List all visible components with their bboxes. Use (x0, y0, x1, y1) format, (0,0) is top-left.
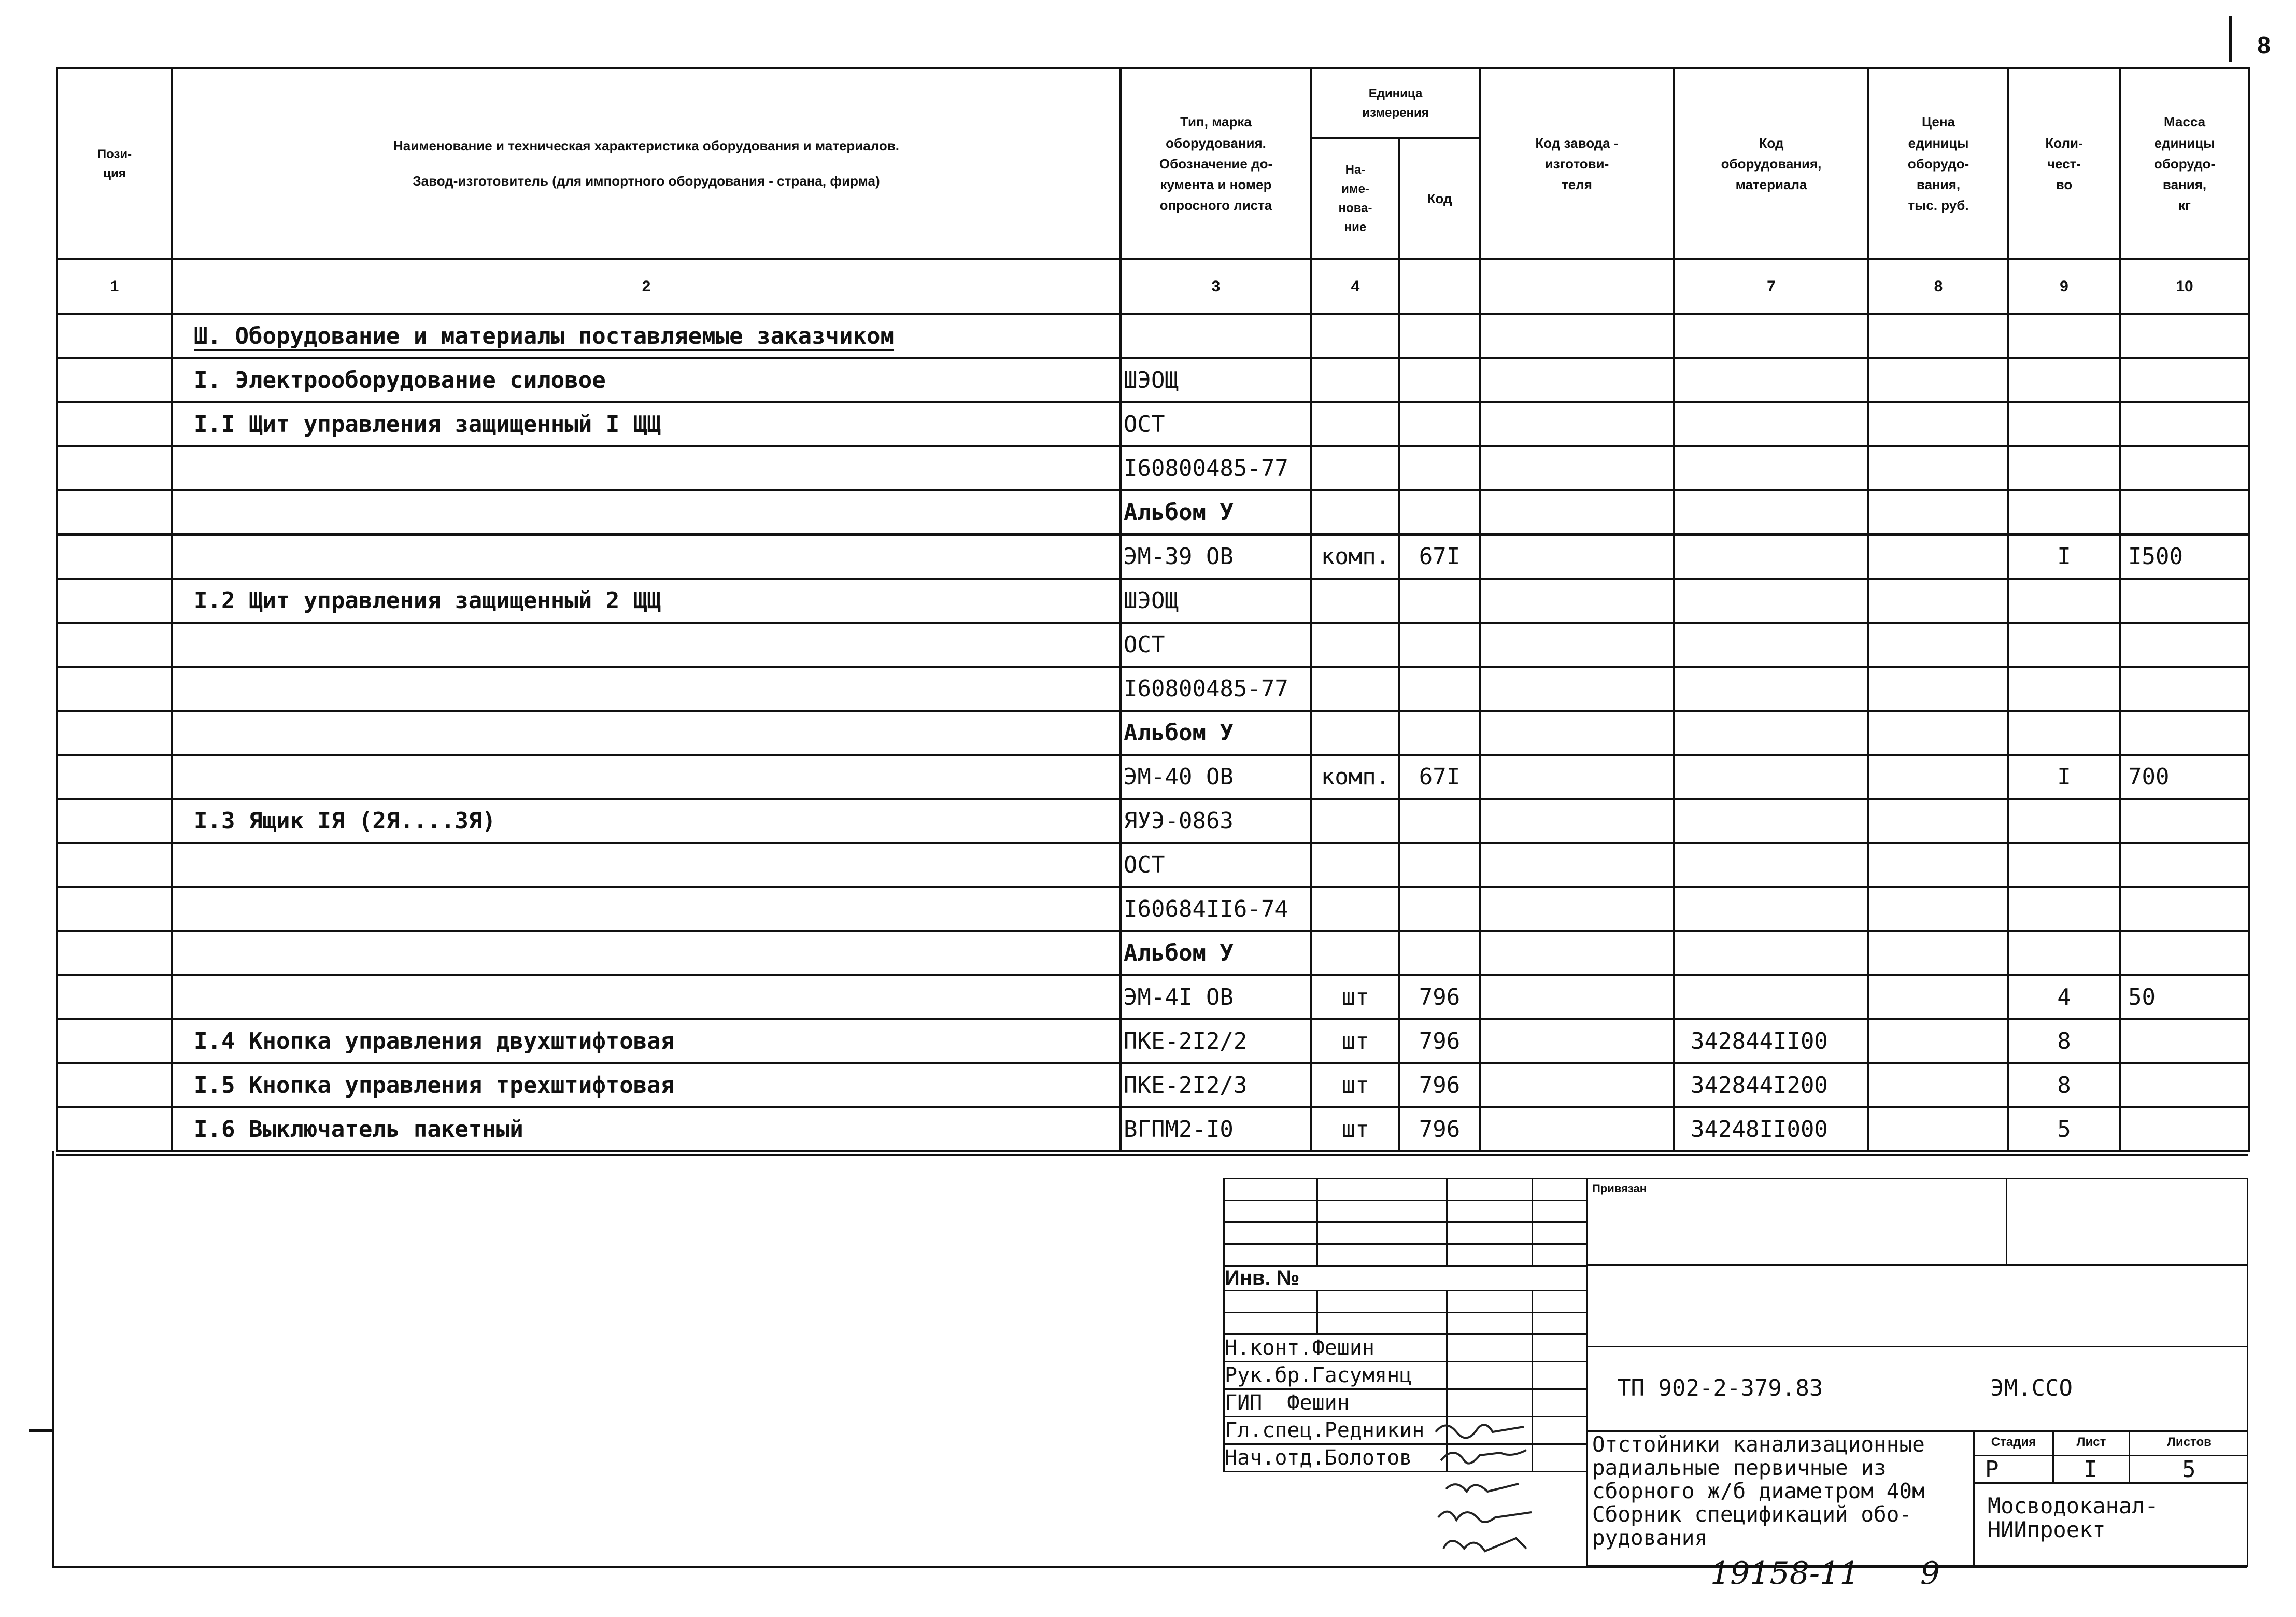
cell-unit: комп. (1311, 535, 1399, 579)
cell-pos (57, 579, 172, 623)
cell-type: ЭМ-40 ОВ (1121, 755, 1311, 799)
cell-name (172, 711, 1121, 755)
cell-type: Альбом У (1121, 711, 1311, 755)
cell-mass (2120, 446, 2249, 490)
header-name: Наименование и техническая характеристика оборудования и материалов. Завод-изготовитель (для импортного оборудования - страна, фирма) (172, 68, 1121, 259)
archive-number: 19158-11 (1710, 1555, 1860, 1592)
cell-type: ЭМ-4I ОВ (1121, 975, 1311, 1019)
cell-qty: 8 (2008, 1063, 2120, 1107)
cell-plant (1480, 358, 1674, 402)
table-row (57, 975, 2249, 1019)
cell-price (1868, 799, 2008, 843)
signature-row: Нач.отд.Болотов (1224, 1444, 1447, 1472)
column-number: 7 (1674, 259, 1868, 314)
cell-price (1868, 975, 2008, 1019)
cell-code (1399, 623, 1480, 667)
cell-code: 67I (1399, 755, 1480, 799)
cell-pos (57, 1019, 172, 1063)
cell-code (1399, 711, 1480, 755)
cell-qty (2008, 799, 2120, 843)
cell-code: 796 (1399, 1107, 1480, 1151)
cell-plant (1480, 1019, 1674, 1063)
cell-pos (57, 755, 172, 799)
cell-equip (1674, 711, 1868, 755)
inventory-number-label: Инв. № (1224, 1266, 1587, 1291)
cell-type: Альбом У (1121, 490, 1311, 535)
column-number: 4 (1311, 259, 1399, 314)
cell-plant (1480, 843, 1674, 887)
cell-qty (2008, 402, 2120, 446)
cell-price (1868, 402, 2008, 446)
cell-mass (2120, 1063, 2249, 1107)
cell-name (172, 535, 1121, 579)
cell-price (1868, 314, 2008, 358)
table-row (57, 799, 2249, 843)
cell-plant (1480, 1063, 1674, 1107)
table-row (57, 358, 2249, 402)
cell-type (1121, 314, 1311, 358)
cell-type: ШЭОЩ (1121, 579, 1311, 623)
cell-price (1868, 843, 2008, 887)
cell-equip (1674, 975, 1868, 1019)
table-row (57, 1063, 2249, 1107)
cell-unit (1311, 931, 1399, 975)
cell-equip (1674, 579, 1868, 623)
cell-type: ШЭОЩ (1121, 358, 1311, 402)
cell-pos (57, 490, 172, 535)
table-row (57, 1019, 2249, 1063)
cell-qty: 8 (2008, 1019, 2120, 1063)
cell-equip (1674, 887, 1868, 931)
cell-type: ЭМ-39 ОВ (1121, 535, 1311, 579)
cell-qty (2008, 623, 2120, 667)
cell-equip (1674, 755, 1868, 799)
cell-qty (2008, 490, 2120, 535)
table-row (57, 711, 2249, 755)
document-mark: ЭМ.ССО (1990, 1375, 2073, 1401)
cell-price (1868, 755, 2008, 799)
cell-name: I.4 Кнопка управления двухштифтовая (172, 1019, 1121, 1063)
title-block (1223, 1178, 2248, 1567)
cell-equip (1674, 843, 1868, 887)
signature-row: Рук.бр.Гасумянц (1224, 1362, 1447, 1389)
cell-mass (2120, 799, 2249, 843)
cell-unit (1311, 711, 1399, 755)
cell-mass (2120, 490, 2249, 535)
table-row (57, 490, 2249, 535)
cell-qty (2008, 887, 2120, 931)
cell-name (172, 887, 1121, 931)
cell-plant (1480, 1107, 1674, 1151)
cell-mass (2120, 843, 2249, 887)
cell-plant (1480, 711, 1674, 755)
cell-unit: шт (1311, 1019, 1399, 1063)
column-number: 2 (172, 259, 1121, 314)
table-row (57, 755, 2249, 799)
cell-qty (2008, 711, 2120, 755)
cell-pos (57, 623, 172, 667)
cell-qty: I (2008, 535, 2120, 579)
cell-name: Ш. Оборудование и материалы поставляемые заказчиком (172, 314, 1121, 358)
cell-pos (57, 799, 172, 843)
header-unit-code: Код (1399, 138, 1480, 259)
cell-name: I.6 Выключатель пакетный (172, 1107, 1121, 1151)
table-row (57, 931, 2249, 975)
cell-pos (57, 931, 172, 975)
cell-name (172, 446, 1121, 490)
cell-unit (1311, 887, 1399, 931)
cell-qty (2008, 358, 2120, 402)
header-position: Пози- ция (57, 68, 172, 259)
cell-price (1868, 887, 2008, 931)
cell-code (1399, 402, 1480, 446)
table-row (57, 314, 2249, 358)
cell-equip (1674, 446, 1868, 490)
cell-name (172, 490, 1121, 535)
header-equipment-code: Код оборудования, материала (1674, 68, 1868, 259)
cell-type: ПКЕ-2I2/2 (1121, 1019, 1311, 1063)
cell-price (1868, 490, 2008, 535)
column-number: 10 (2120, 259, 2249, 314)
cell-mass (2120, 623, 2249, 667)
blank-box (1586, 1264, 2248, 1347)
cell-type: ВГПМ2-I0 (1121, 1107, 1311, 1151)
cell-type: ОСТ (1121, 402, 1311, 446)
cell-plant (1480, 887, 1674, 931)
cell-pos (57, 711, 172, 755)
cell-equip (1674, 314, 1868, 358)
cell-qty: 4 (2008, 975, 2120, 1019)
cell-plant (1480, 402, 1674, 446)
cell-code (1399, 490, 1480, 535)
table-row (57, 843, 2249, 887)
cell-mass (2120, 1107, 2249, 1151)
fold-mark (29, 1429, 54, 1432)
cell-equip (1674, 799, 1868, 843)
sheet-label: Лист (2076, 1435, 2106, 1449)
cell-pos (57, 975, 172, 1019)
cell-price (1868, 1107, 2008, 1151)
cell-price (1868, 1019, 2008, 1063)
header-price: Цена единицы оборудо- вания, тыс. руб. (1868, 68, 2008, 259)
cell-name (172, 755, 1121, 799)
cell-type: I60800485-77 (1121, 667, 1311, 711)
cell-pos (57, 446, 172, 490)
cell-name: I.2 Щит управления защищенный 2 ЩЩ (172, 579, 1121, 623)
cell-plant (1480, 975, 1674, 1019)
cell-price (1868, 623, 2008, 667)
cell-code (1399, 931, 1480, 975)
cell-code: 796 (1399, 1063, 1480, 1107)
cell-mass (2120, 579, 2249, 623)
cell-pos (57, 535, 172, 579)
cell-plant (1480, 755, 1674, 799)
column-number: 1 (57, 259, 172, 314)
cell-code (1399, 358, 1480, 402)
table-row (57, 667, 2249, 711)
cell-mass: 700 (2120, 755, 2249, 799)
header-unit-group: Единица измерения (1311, 68, 1480, 138)
cell-pos (57, 1063, 172, 1107)
table-bottom-line (56, 1154, 2248, 1156)
header-quantity: Коли- чест- во (2008, 68, 2120, 259)
cell-plant (1480, 535, 1674, 579)
cell-qty (2008, 667, 2120, 711)
cell-code: 796 (1399, 1019, 1480, 1063)
cell-code (1399, 843, 1480, 887)
column-number: 9 (2008, 259, 2120, 314)
cell-mass: I500 (2120, 535, 2249, 579)
cell-type: ПКЕ-2I2/3 (1121, 1063, 1311, 1107)
cell-unit (1311, 579, 1399, 623)
header-plant-code: Код завода - изготови- теля (1480, 68, 1674, 259)
cell-code (1399, 667, 1480, 711)
cell-type: I60800485-77 (1121, 446, 1311, 490)
cell-price (1868, 1063, 2008, 1107)
cell-name: I.I Щит управления защищенный I ЩЩ (172, 402, 1121, 446)
cell-price (1868, 535, 2008, 579)
column-number (1399, 259, 1480, 314)
cell-code (1399, 446, 1480, 490)
cell-equip (1674, 490, 1868, 535)
cell-pos (57, 667, 172, 711)
cell-equip (1674, 535, 1868, 579)
cell-plant (1480, 931, 1674, 975)
cell-unit (1311, 799, 1399, 843)
frame-left-line (52, 1151, 54, 1566)
cell-mass: 50 (2120, 975, 2249, 1019)
stage-label: Стадия (1991, 1435, 2036, 1449)
cell-equip (1674, 402, 1868, 446)
specification-table (56, 67, 2250, 1152)
cell-plant (1480, 490, 1674, 535)
cell-qty (2008, 579, 2120, 623)
cell-equip: 342844II00 (1674, 1019, 1868, 1063)
cell-type: ОСТ (1121, 623, 1311, 667)
cell-pos (57, 887, 172, 931)
cell-code (1399, 799, 1480, 843)
cell-type: ЯУЭ-0863 (1121, 799, 1311, 843)
handwritten-signatures (1430, 1416, 1550, 1562)
table-row (57, 535, 2249, 579)
cell-qty (2008, 446, 2120, 490)
cell-type: I60684II6-74 (1121, 887, 1311, 931)
cell-equip (1674, 667, 1868, 711)
cell-equip: 34248II000 (1674, 1107, 1868, 1151)
column-number: 8 (1868, 259, 2008, 314)
cell-plant (1480, 314, 1674, 358)
cell-price (1868, 711, 2008, 755)
cell-name: I.5 Кнопка управления трехштифтовая (172, 1063, 1121, 1107)
table-row (57, 887, 2249, 931)
linked-box-right (2006, 1178, 2248, 1266)
cell-code (1399, 579, 1480, 623)
cell-price (1868, 358, 2008, 402)
document-title: Отстойники канализационные радиальные первичные из сборного ж/б диаметром 40м Сборник спецификаций обо- рудования (1592, 1432, 1925, 1550)
cell-name (172, 931, 1121, 975)
column-number (1480, 259, 1674, 314)
page-number: 9 (1920, 1555, 1940, 1592)
cell-unit (1311, 402, 1399, 446)
cell-plant (1480, 623, 1674, 667)
cell-qty (2008, 314, 2120, 358)
sheet-value: I (2084, 1456, 2097, 1483)
document-code: ТП 902-2-379.83 (1617, 1375, 1823, 1401)
cell-price (1868, 931, 2008, 975)
cell-mass (2120, 358, 2249, 402)
cell-pos (57, 402, 172, 446)
cell-unit (1311, 623, 1399, 667)
cell-plant (1480, 667, 1674, 711)
header-unit-name: На- име- нова- ние (1311, 138, 1399, 259)
cell-unit: комп. (1311, 755, 1399, 799)
cell-code (1399, 314, 1480, 358)
cell-name (172, 975, 1121, 1019)
cell-mass (2120, 887, 2249, 931)
cell-pos (57, 314, 172, 358)
cell-qty (2008, 931, 2120, 975)
table-row (57, 623, 2249, 667)
cell-code: 796 (1399, 975, 1480, 1019)
cell-mass (2120, 711, 2249, 755)
cell-qty: 5 (2008, 1107, 2120, 1151)
table-row (57, 402, 2249, 446)
sheet-number: 8 (2229, 16, 2296, 62)
cell-mass (2120, 402, 2249, 446)
cell-equip (1674, 623, 1868, 667)
cell-mass (2120, 314, 2249, 358)
cell-qty (2008, 843, 2120, 887)
cell-unit (1311, 843, 1399, 887)
cell-unit: шт (1311, 1107, 1399, 1151)
cell-equip (1674, 931, 1868, 975)
cell-name: I. Электрооборудование силовое (172, 358, 1121, 402)
cell-name (172, 843, 1121, 887)
cell-unit (1311, 314, 1399, 358)
signature-row: ГИП Фешин (1224, 1389, 1447, 1417)
cell-mass (2120, 1019, 2249, 1063)
cell-code (1399, 887, 1480, 931)
cell-qty: I (2008, 755, 2120, 799)
table-row (57, 446, 2249, 490)
cell-equip: 342844I200 (1674, 1063, 1868, 1107)
cell-plant (1480, 579, 1674, 623)
organization-name: Мосводоканал- НИИпроект (1988, 1493, 2158, 1542)
cell-price (1868, 579, 2008, 623)
cell-plant (1480, 799, 1674, 843)
cell-pos (57, 843, 172, 887)
cell-name (172, 623, 1121, 667)
header-mass: Масса единицы оборудо- вания, кг (2120, 68, 2249, 259)
cell-unit: шт (1311, 975, 1399, 1019)
cell-pos (57, 358, 172, 402)
cell-price (1868, 667, 2008, 711)
cell-plant (1480, 446, 1674, 490)
sheets-value: 5 (2182, 1456, 2196, 1483)
cell-code: 67I (1399, 535, 1480, 579)
privyazan-label: Привязан (1592, 1182, 1647, 1195)
signature-row: Гл.спец.Редникин (1224, 1417, 1447, 1444)
cell-unit (1311, 446, 1399, 490)
cell-name: I.3 Ящик IЯ (2Я....3Я) (172, 799, 1121, 843)
table-row (57, 1107, 2249, 1151)
cell-unit: шт (1311, 1063, 1399, 1107)
cell-equip (1674, 358, 1868, 402)
cell-unit (1311, 490, 1399, 535)
stage-value: Р (1985, 1456, 1999, 1483)
cell-type: ОСТ (1121, 843, 1311, 887)
cell-mass (2120, 667, 2249, 711)
cell-mass (2120, 931, 2249, 975)
cell-price (1868, 446, 2008, 490)
column-numbers-row (57, 259, 2249, 314)
cell-name (172, 667, 1121, 711)
column-number: 3 (1121, 259, 1311, 314)
cell-type: Альбом У (1121, 931, 1311, 975)
signature-row: Н.конт.Фешин (1224, 1334, 1447, 1362)
cell-unit (1311, 358, 1399, 402)
header-type: Тип, марка оборудования. Обозначение до- кумента и номер опросного листа (1121, 68, 1311, 259)
table-row (57, 579, 2249, 623)
cell-unit (1311, 667, 1399, 711)
sheets-label: Листов (2167, 1435, 2212, 1449)
cell-pos (57, 1107, 172, 1151)
